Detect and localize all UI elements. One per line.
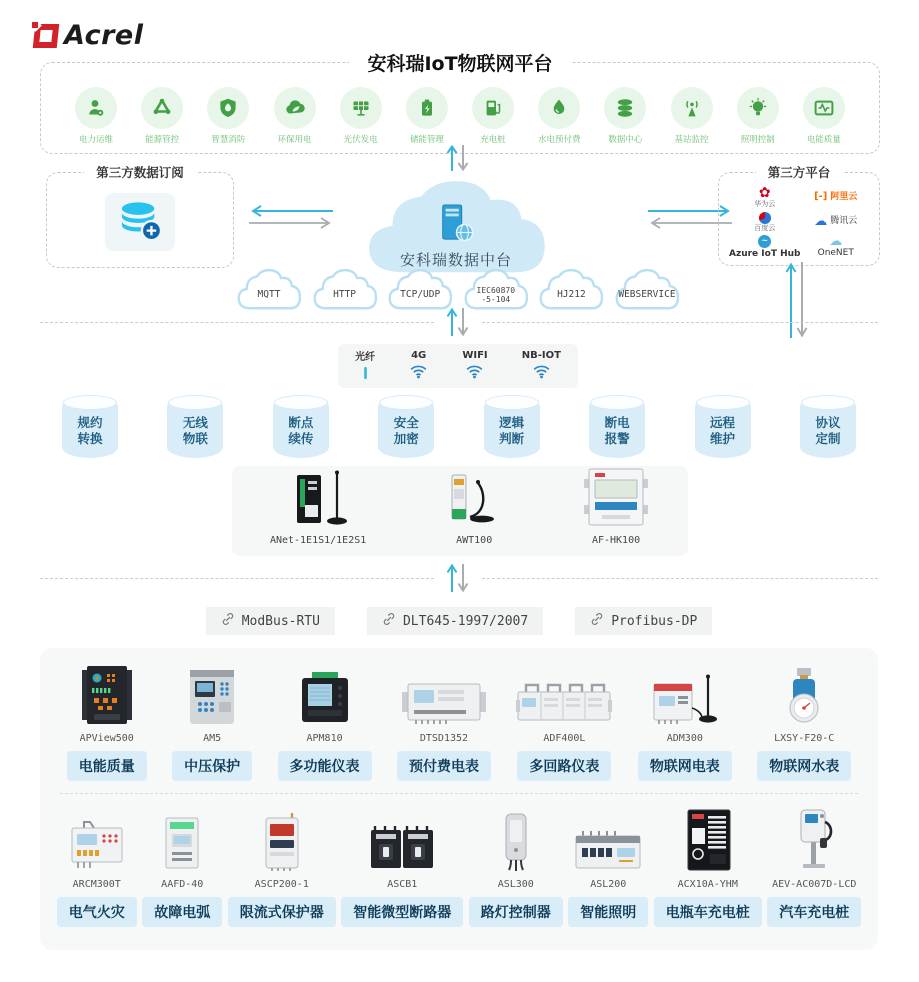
product-card (767, 808, 861, 927)
application-item (462, 87, 524, 145)
huawei-cloud-icon: ✿ (758, 185, 771, 202)
adm300-image (652, 662, 718, 726)
network-type (409, 350, 428, 383)
application-icons-row (65, 87, 855, 145)
energy-storage-icon (406, 87, 448, 129)
protocol-cloud-label: WEBSERVICE (618, 288, 676, 300)
product-category-chip: 电气火灾 (57, 897, 137, 927)
capability-cylinders-row (62, 396, 856, 458)
platform-logos-grid (729, 185, 871, 259)
product-model: APM810 (306, 733, 343, 744)
protocol-cloud-label: MQTT (257, 288, 281, 300)
protocol-cloud-label: TCP/UDP (400, 288, 441, 300)
gateway-device (582, 467, 650, 546)
protocol-cloud-label: HTTP (333, 288, 357, 300)
apview500-image (80, 662, 134, 726)
field-protocol-chip (575, 607, 712, 635)
product-category-chip: 汽车充电桩 (767, 897, 861, 927)
protocol-cloud (534, 268, 608, 314)
updown-arrows-divider2 (443, 562, 473, 598)
product-category-chip: 路灯控制器 (469, 897, 563, 927)
product-model: ACX10A-YHM (677, 879, 738, 890)
application-label: 电力运维 (78, 135, 113, 145)
application-label: 能源管控 (145, 135, 180, 145)
platform-logo-azure-iot-hub: ~ Azure IoT Hub (729, 236, 801, 259)
application-item (727, 87, 789, 145)
link-icon (590, 612, 604, 630)
product-category-chip: 电能质量 (67, 751, 147, 781)
wifi-icon (532, 363, 551, 383)
product-card (57, 808, 137, 927)
product-model: ADM300 (666, 733, 703, 744)
gateway-devices-box (232, 466, 688, 556)
capability-cylinder: 协议 定制 (800, 396, 856, 458)
data-hub-label: 安科瑞数据中台 (399, 250, 512, 269)
product-category-chip: 预付费电表 (397, 751, 491, 781)
third-party-platforms-box (718, 165, 880, 266)
network-type (462, 350, 487, 383)
network-label: WIFI (462, 349, 488, 361)
product-card (172, 662, 252, 781)
power-ops-icon (75, 87, 117, 129)
field-protocol-chip (367, 607, 543, 635)
application-label: 智慧消防 (211, 135, 246, 145)
asl200-image (573, 808, 643, 872)
field-protocol-chip (206, 607, 335, 635)
apm810-image (298, 662, 352, 726)
application-item (330, 87, 392, 145)
divider-line (40, 578, 434, 579)
capability-cylinder: 断点 续传 (273, 396, 329, 458)
application-item (264, 87, 326, 145)
products-row-2 (40, 794, 878, 927)
capability-cylinder: 逻辑 判断 (484, 396, 540, 458)
exchange-arrows-left (247, 203, 337, 235)
fire-safety-icon (207, 87, 249, 129)
field-protocol-label: DLT645-1997/2007 (402, 613, 529, 629)
product-category-chip: 智能微型断路器 (341, 897, 463, 927)
product-category-chip: 电瓶车充电桩 (654, 897, 762, 927)
products-box (40, 648, 878, 950)
application-label: 光伏发电 (343, 135, 378, 145)
gateway-device (442, 471, 506, 546)
lxsy-f20-c-image (779, 662, 829, 726)
prepaid-utility-icon (538, 87, 580, 129)
capability-cylinder: 断电 报警 (589, 396, 645, 458)
application-label: 照明控制 (740, 135, 775, 145)
awt100-terminal-image (442, 471, 506, 531)
protocol-cloud-label: HJ212 (557, 288, 586, 300)
product-card (757, 662, 851, 781)
product-model: ARCM300T (72, 879, 121, 890)
protocol-cloud-label: IEC60870 -5-104 (476, 285, 516, 304)
third-party-subscription-box (46, 165, 234, 268)
product-model: ASCB1 (387, 879, 418, 890)
adf400l-image (516, 662, 612, 726)
platform-logo-tencent-cloud: ☁ 腾讯云 (814, 214, 858, 230)
platform-logo-alibaba-cloud: [-] 阿里云 (814, 191, 858, 203)
aev-ac007d-lcd-image (789, 808, 839, 872)
data-center-icon (604, 87, 646, 129)
lighting-control-icon (737, 87, 779, 129)
application-item (65, 87, 127, 145)
anet-gateway-image (283, 469, 353, 531)
database-plus-icon (105, 193, 175, 251)
product-card (228, 808, 336, 927)
azure-iot-hub-icon: ~ (758, 235, 771, 248)
product-model: AEV-AC007D-LCD (772, 879, 857, 890)
application-item (793, 87, 855, 145)
page-title: 安科瑞IoT物联网平台 (349, 49, 570, 76)
field-protocol-label: ModBus-RTU (241, 613, 320, 629)
alibaba-cloud-icon: [-] (814, 191, 828, 203)
product-card (516, 662, 612, 781)
product-category-chip: 中压保护 (172, 751, 252, 781)
product-card (654, 808, 762, 927)
product-category-chip: 智能照明 (568, 897, 648, 927)
product-card (568, 808, 648, 927)
network-type (522, 350, 561, 383)
product-card (67, 662, 147, 781)
product-card (278, 662, 372, 781)
product-model: DTSD1352 (419, 733, 469, 744)
product-card (469, 808, 563, 927)
acrel-logo (34, 20, 143, 51)
platform-logo-huawei-cloud: ✿ 华为云 (754, 185, 776, 209)
application-label: 电能质量 (806, 135, 841, 145)
fiber-icon (356, 365, 375, 385)
network-type (355, 348, 375, 385)
base-station-icon (671, 87, 713, 129)
server-icon (437, 203, 475, 247)
application-label: 充电桩 (480, 135, 506, 145)
product-category-chip: 多功能仪表 (278, 751, 372, 781)
third-party-platforms-title: 第三方平台 (756, 163, 843, 181)
gateway-model: AWT100 (456, 535, 493, 546)
divider-line (482, 578, 878, 579)
updown-arrows-top (443, 143, 473, 177)
application-item (396, 87, 458, 145)
field-protocol-label: Profibus-DP (611, 613, 698, 629)
application-item (197, 87, 259, 145)
product-category-chip: 故障电弧 (142, 897, 222, 927)
product-category-chip: 物联网水表 (757, 751, 851, 781)
power-quality-icon (803, 87, 845, 129)
network-label: NB-IOT (521, 349, 561, 361)
product-card (142, 808, 222, 927)
divider-line (40, 322, 434, 323)
divider-line (482, 322, 878, 323)
application-item (594, 87, 656, 145)
product-category-chip: 限流式保护器 (228, 897, 336, 927)
updown-arrows-divider1 (443, 306, 473, 342)
product-category-chip: 多回路仪表 (517, 751, 611, 781)
capability-cylinder: 无线 物联 (167, 396, 223, 458)
application-item (131, 87, 193, 145)
gateway-device (270, 469, 366, 546)
product-model: APView500 (79, 733, 134, 744)
protocol-cloud (308, 268, 382, 314)
platform-box (40, 53, 880, 154)
link-icon (382, 612, 396, 630)
protocol-cloud (232, 268, 306, 314)
product-model: ADF400L (543, 733, 586, 744)
product-model: LXSY-F20-C (774, 733, 835, 744)
product-card (638, 662, 732, 781)
field-protocols-row (40, 607, 878, 635)
wifi-icon (409, 363, 428, 383)
link-icon (221, 612, 235, 630)
updown-arrows-right (782, 260, 812, 344)
product-category-chip: 物联网电表 (638, 751, 732, 781)
ascp200-1-image (258, 808, 306, 872)
product-model: AM5 (203, 733, 222, 744)
af-hk100-box-image (582, 467, 650, 531)
platform-logo-onenet-cloud: ☁ OneNET (817, 234, 854, 259)
products-row-1 (40, 648, 878, 781)
platform-logo-baidu-cloud: 百度云 (754, 212, 775, 232)
asl300-image (496, 808, 536, 872)
application-item (661, 87, 723, 145)
wifi-icon (465, 363, 484, 383)
product-card (341, 808, 463, 927)
gateway-model: ANet-1E1S1/1E2S1 (269, 535, 367, 546)
charging-pile-icon (472, 87, 514, 129)
solar-power-icon (340, 87, 382, 129)
network-label: 光纤 (355, 351, 376, 363)
am5-image (186, 662, 238, 726)
product-model: ASL300 (497, 879, 534, 890)
application-item (528, 87, 590, 145)
product-model: AAFD-40 (161, 879, 204, 890)
network-label: 4G (411, 349, 427, 361)
product-model: ASCP200-1 (254, 879, 309, 890)
network-types-bar (338, 344, 578, 388)
application-label: 基站监控 (674, 135, 709, 145)
aafd-40-image (160, 808, 204, 872)
tencent-cloud-icon: ☁ (814, 214, 828, 230)
eco-power-icon (274, 87, 316, 129)
energy-management-icon (141, 87, 183, 129)
gateway-model: AF-HK100 (591, 535, 641, 546)
product-model: ASL200 (590, 879, 627, 890)
application-label: 水电预付费 (537, 135, 581, 145)
capability-cylinder: 规约 转换 (62, 396, 118, 458)
application-label: 数据中心 (608, 135, 643, 145)
arcm300t-image (64, 808, 130, 872)
dtsd1352-image (402, 662, 486, 726)
application-label: 储能管理 (409, 135, 444, 145)
application-label: 环保用电 (277, 135, 312, 145)
product-card (397, 662, 491, 781)
ascb1-image (367, 808, 437, 872)
acx10a-yhm-image (680, 808, 736, 872)
capability-cylinder: 安全 加密 (378, 396, 434, 458)
baidu-cloud-icon (759, 212, 771, 224)
capability-cylinder: 远程 维护 (695, 396, 751, 458)
brand-name: Acrel (64, 20, 144, 51)
third-party-subscription-title: 第三方数据订阅 (84, 163, 196, 181)
protocol-cloud (610, 268, 684, 314)
acrel-logo-icon (34, 24, 58, 48)
onenet-icon: ☁ (829, 234, 843, 250)
